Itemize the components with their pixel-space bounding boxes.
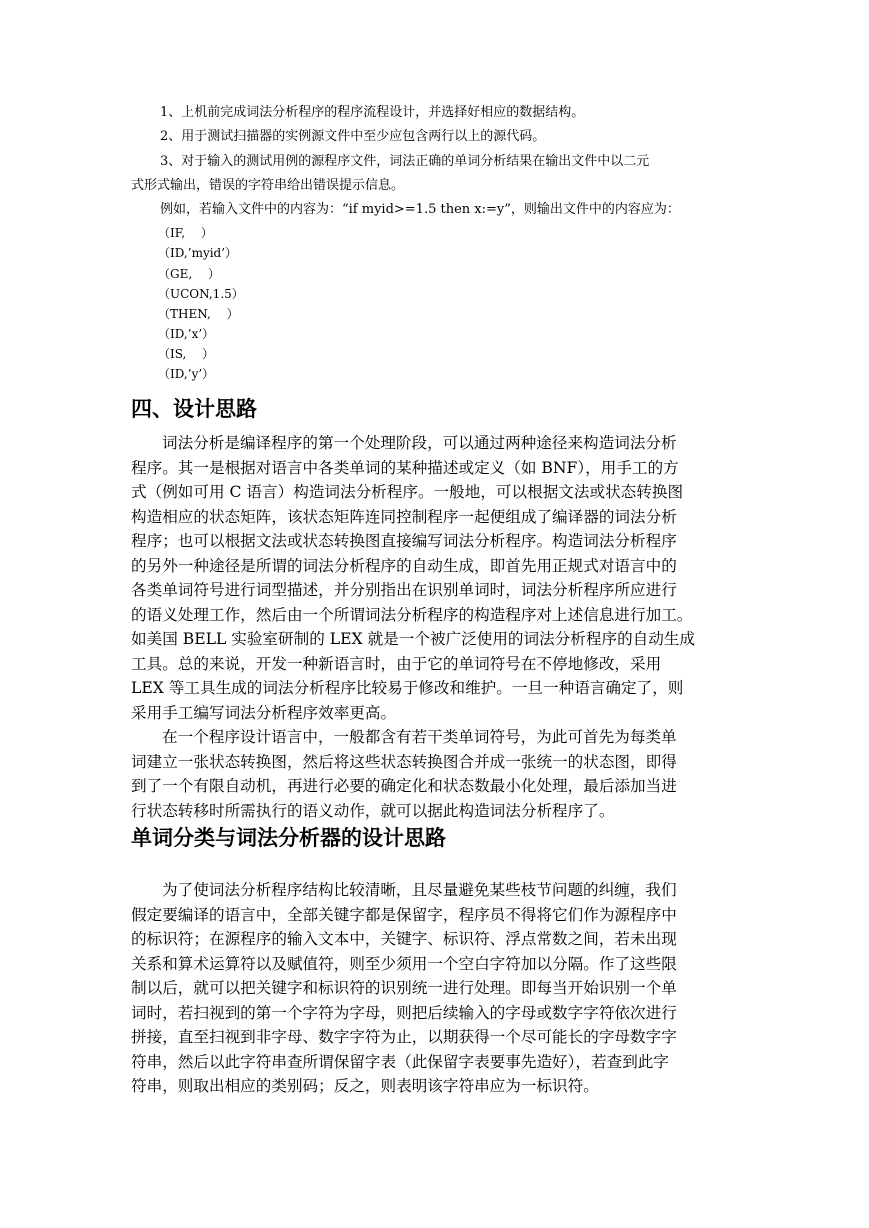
s4-p1-line: 程序。其一是根据对语言中各类单词的某种描述或定义（如 BNF），用手工的方: [131, 459, 679, 477]
requirement-3-cont: 式形式输出，错误的字符串给出错误提示信息。: [131, 178, 405, 193]
s4-p1-line: 的另外一种途径是所谓的词法分析程序的自动生成，即首先用正规式对语言中的: [131, 557, 677, 575]
s4-p1-line: 构造相应的状态矩阵，该状态矩阵连同控制程序一起便组成了编译器的词法分析: [131, 508, 677, 526]
s4-p1-line: 程序；也可以根据文法或状态转换图直接编写词法分析程序。构造词法分析程序: [131, 532, 677, 550]
output-line-5: （THEN, ）: [158, 307, 239, 321]
requirement-2: 2、用于测试扫描器的实例源文件中至少应包含两行以上的源代码。: [160, 129, 546, 144]
s4-p1-line: LEX 等工具生成的词法分析程序比较易于修改和维护。一旦一种语言确定了，则: [131, 679, 684, 697]
s4-p1-line: 词法分析是编译程序的第一个处理阶段，可以通过两种途径来构造词法分析: [162, 434, 677, 452]
output-line-7: （IS, ）: [158, 347, 215, 361]
output-line-4: （UCON,1.5）: [158, 287, 244, 301]
design-para-line: 词时，若扫视到的第一个字符为字母，则把后续输入的字母或数字字符依次进行: [131, 1004, 677, 1022]
s4-p2-line: 在一个程序设计语言中，一般都含有若干类单词符号，为此可首先为每类单: [162, 728, 677, 746]
output-line-8: （ID,’y’）: [158, 367, 215, 381]
s4-p2-line: 到了一个有限自动机，再进行必要的确定化和状态数最小化处理，最后添加当进: [131, 777, 677, 795]
s4-p1-line: 各类单词符号进行词型描述，并分别指出在识别单词时，词法分析程序所应进行: [131, 581, 677, 599]
s4-p1-line: 工具。总的来说，开发一种新语言时，由于它的单词符号在不停地修改，采用: [131, 655, 662, 673]
design-para-line: 制以后，就可以把关键字和标识符的识别统一进行处理。即每当开始识别一个单: [131, 979, 677, 997]
s4-p1-line: 如美国 BELL 实验室研制的 LEX 就是一个被广泛使用的词法分析程序的自动生成: [131, 630, 696, 648]
s4-p2-line: 行状态转移时所需执行的语义动作，就可以据此构造词法分析程序了。: [131, 802, 615, 820]
output-line-6: （ID,’x’）: [158, 327, 215, 341]
design-para-line: 为了使词法分析程序结构比较清晰，且尽量避免某些枝节问题的纠缠，我们: [162, 881, 677, 899]
requirement-3: 3、对于输入的测试用例的源程序文件，词法正确的单词分析结果在输出文件中以二元: [160, 154, 650, 169]
design-para-line: 符串，然后以此字符串查所谓保留字表（此保留字表要事先造好），若查到此字: [131, 1053, 669, 1071]
output-line-2: （ID,’myid’）: [158, 246, 238, 260]
s4-p1-line: 式（例如可用 C 语言）构造词法分析程序。一般地，可以根据文法或状态转换图: [131, 483, 684, 501]
output-line-3: （GE, ）: [158, 267, 220, 281]
s4-p1-line: 采用手工编写词法分析程序效率更高。: [131, 704, 397, 722]
design-heading: 单词分类与词法分析器的设计思路: [131, 826, 446, 850]
section-4-heading: 四、设计思路: [131, 397, 257, 421]
example-intro: 例如，若输入文件中的内容为：“if myid>=1.5 then x:=y”，则输出文件中的内容应为：: [160, 202, 680, 217]
design-para-line: 的标识符；在源程序的输入文本中，关键字、标识符、浮点常数之间，若未出现: [131, 930, 677, 948]
design-para-line: 关系和算术运算符以及赋值符，则至少须用一个空白字符加以分隔。作了这些限: [131, 955, 677, 973]
s4-p2-line: 词建立一张状态转换图，然后将这些状态转换图合并成一张统一的状态图，即得: [131, 753, 677, 771]
s4-p1-line: 的语义处理工作，然后由一个所谓词法分析程序的构造程序对上述信息进行加工。: [131, 606, 693, 624]
requirement-1: 1、上机前完成词法分析程序的程序流程设计，并选择好相应的数据结构。: [160, 105, 585, 120]
output-line-1: （IF, ）: [158, 226, 213, 240]
design-para-line: 拼接，直至扫视到非字母、数字字符为止，以期获得一个尽可能长的字母数字字: [131, 1028, 677, 1046]
design-para-line: 符串，则取出相应的类别码；反之，则表明该字符串应为一标识符。: [131, 1077, 599, 1095]
design-para-line: 假定要编译的语言中，全部关键字都是保留字，程序员不得将它们作为源程序中: [131, 906, 677, 924]
